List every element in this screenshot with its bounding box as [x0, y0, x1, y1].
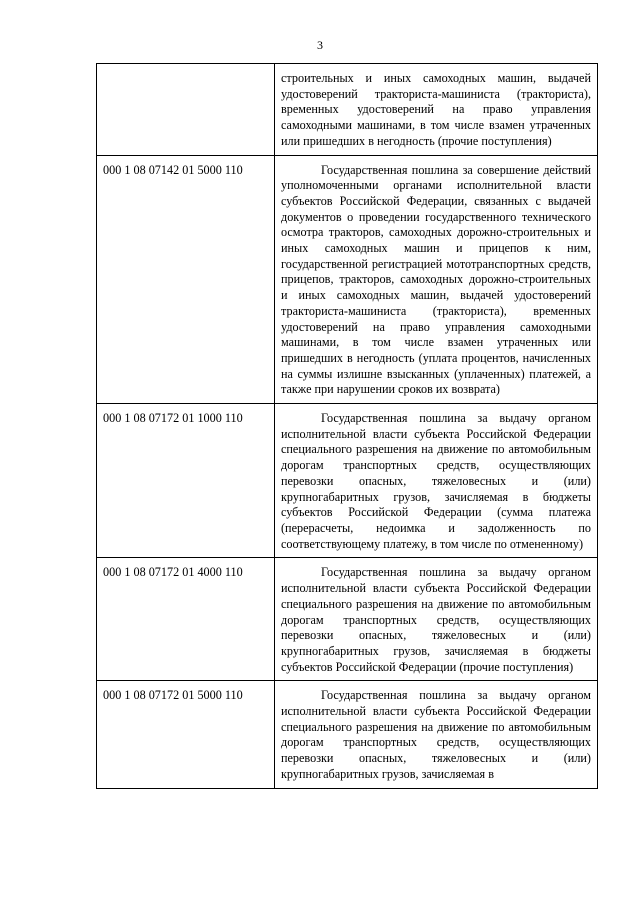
code-cell: 000 1 08 07172 01 4000 110 — [97, 558, 275, 681]
description-cell: строительных и иных самоходных машин, выдачей удостоверений тракториста-машиниста (тракториста), временных удостоверений на право управления самоходными машинами, в том числе взамен утраченных или пришедших в негодность (прочие поступления) — [275, 64, 598, 156]
table-row — [97, 155, 598, 404]
budget-codes-table — [96, 63, 598, 789]
table-row — [97, 404, 598, 558]
table-row — [97, 558, 598, 681]
code-cell — [97, 64, 275, 156]
code-cell: 000 1 08 07142 01 5000 110 — [97, 155, 275, 404]
description-cell: Государственная пошлина за выдачу органом исполнительной власти субъекта Российской Федерации специального разрешения на движение по автомобильным дорогам транспортных средств, осуществляющих перевозки опасных, тяжеловесных и (или) крупногабаритных грузов, зачисляемая в бюджеты субъектов Российской Федерации (сумма платежа (перерасчеты, недоимка и задолженность по соответствующему платежу, в том числе по отмененному) — [275, 404, 598, 558]
code-cell: 000 1 08 07172 01 1000 110 — [97, 404, 275, 558]
description-cell: Государственная пошлина за выдачу органом исполнительной власти субъекта Российской Федерации специального разрешения на движение по автомобильным дорогам транспортных средств, осуществляющих перевозки опасных, тяжеловесных и (или) крупногабаритных грузов, зачисляемая в — [275, 681, 598, 788]
description-cell: Государственная пошлина за совершение действий уполномоченными органами исполнительной власти субъектов Российской Федерации, связанных с выдачей документов о проведении государственного технического осмотра тракторов, самоходных дорожно-строительных и иных самоходных машин и прицепов к ним, государственной регистрацией мототранспортных средств, прицепов, тракторов, самоходных дорожно-строительных и иных самоходных машин, выдачей удостоверений тракториста-машиниста (тракториста), временных удостоверений на право управления самоходными машинами, в том числе взамен утраченных или пришедших в негодность (уплата процентов, начисленных на суммы излишне взысканных (уплаченных) платежей, а также при нарушении сроков их возврата) — [275, 155, 598, 404]
table-row — [97, 681, 598, 788]
description-cell: Государственная пошлина за выдачу органом исполнительной власти субъекта Российской Федерации специального разрешения на движение по автомобильным дорогам транспортных средств, осуществляющих перевозки опасных, тяжеловесных и (или) крупногабаритных грузов, зачисляемая в бюджеты субъектов Российской Федерации (прочие поступления) — [275, 558, 598, 681]
table-row — [97, 64, 598, 156]
page-number: 3 — [317, 38, 323, 52]
code-cell: 000 1 08 07172 01 5000 110 — [97, 681, 275, 788]
